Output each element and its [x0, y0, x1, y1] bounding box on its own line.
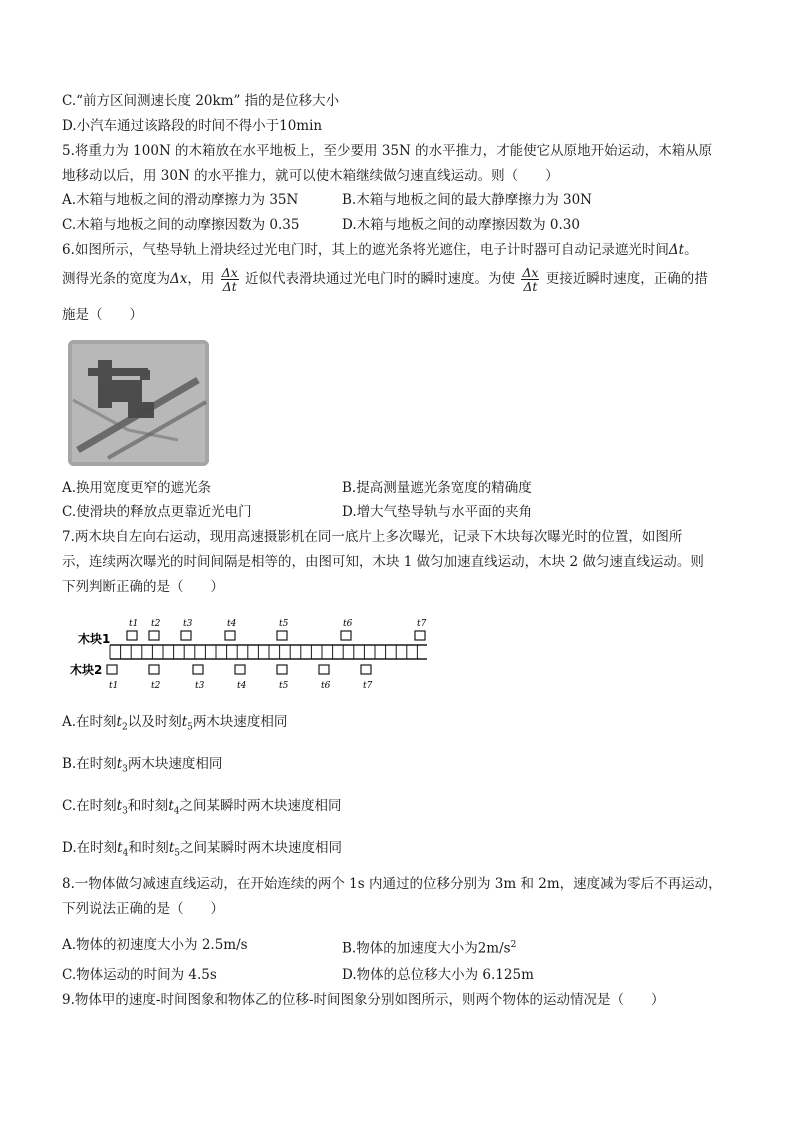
- q5-option-b: B.木箱与地板之间的最大静摩擦力为 30N: [342, 192, 592, 208]
- q5-option-a: A.木箱与地板之间的滑动摩擦力为 35N: [62, 192, 299, 208]
- block2-time-label: t2: [151, 681, 161, 691]
- block2-exposure: [319, 665, 329, 674]
- q8-option-d: D.物体的总位移大小为 6.125m: [342, 967, 534, 983]
- q8-option-c: C.物体运动的时间为 4.5s: [62, 967, 217, 983]
- q6-stem-3: 施是（ ）: [62, 307, 143, 323]
- block2-exposure: [277, 665, 287, 674]
- q6-stem-2: 测得光条的宽度为Δx，用 $\frac{\Delta x}{\Delta t}$ 近似代表滑块通过光电门时的瞬时速度。为使 $\frac{\Delta x}{\Delta t}$ 更接近瞬时速度，正确的措: [62, 265, 708, 294]
- block2-exposure: [107, 665, 117, 674]
- block1-exposure: [181, 631, 191, 640]
- q8-stem-2: 下列说法正确的是（ ）: [62, 901, 224, 917]
- block2-time-label: t5: [279, 681, 289, 691]
- q9-stem: 9.物体甲的速度-时间图象和物体乙的位移-时间图象分别如图所示，则两个物体的运动情况是（ ）: [62, 992, 665, 1008]
- option-d-prev: D.小汽车通过该路段的时间不得小于10min: [62, 118, 323, 134]
- block1-time-label: t5: [279, 619, 289, 629]
- block2-time-label: t3: [195, 681, 205, 691]
- blocks-exposure-diagram: [70, 612, 440, 692]
- q7-option-d: D.在时刻$t_4$和时刻$t_5$之间某瞬时两木块速度相同: [62, 840, 342, 859]
- block1-label: 木块1: [78, 632, 111, 646]
- block1-time-label: t4: [227, 619, 237, 629]
- fraction-dx-dt-2: $\frac{\Delta x}{\Delta t}$: [522, 265, 539, 294]
- block1-exposure: [127, 631, 137, 640]
- block2-time-label: t7: [363, 681, 373, 691]
- block1-exposure: [341, 631, 351, 640]
- q7-stem-1: 7.两木块自左向右运动，现用高速摄影机在同一底片上多次曝光，记录下木块每次曝光时的位置，如图所: [62, 529, 683, 545]
- q6-option-d: D.增大气垫导轨与水平面的夹角: [342, 504, 533, 520]
- option-c-prev: C.“前方区间测速长度 20km” 指的是位移大小: [62, 93, 340, 109]
- q5-option-c: C.木箱与地板之间的动摩擦因数为 0.35: [62, 217, 300, 233]
- block2-label: 木块2: [70, 663, 103, 677]
- q6-option-a: A.换用宽度更窄的遮光条: [62, 480, 212, 496]
- fraction-dx-dt: $\frac{\Delta x}{\Delta t}$: [221, 265, 238, 294]
- q6-option-b: B.提高测量遮光条宽度的精确度: [342, 480, 532, 496]
- block2-time-label: t4: [237, 681, 247, 691]
- q5-stem-1: 5.将重力为 100N 的木箱放在水平地板上，至少要用 35N 的水平推力，才能使它从原地开始运动，木箱从原: [62, 143, 713, 159]
- block2-exposure: [235, 665, 245, 674]
- block2-time-label: t6: [321, 681, 331, 691]
- air-track-photo: [68, 340, 209, 466]
- q5-option-d: D.木箱与地板之间的动摩擦因数为 0.30: [342, 217, 580, 233]
- block1-time-label: t3: [183, 619, 193, 629]
- block1-time-label: t1: [129, 619, 139, 629]
- q6-option-c: C.使滑块的释放点更靠近光电门: [62, 504, 252, 520]
- block1-time-label: t6: [343, 619, 353, 629]
- block1-exposure: [415, 631, 425, 640]
- block1-exposure: [149, 631, 159, 640]
- block1-time-label: t2: [151, 619, 161, 629]
- q7-stem-2: 示，连续两次曝光的时间间隔是相等的，由图可知，木块 1 做匀加速直线运动，木块 2 做匀速直线运动。则: [62, 554, 704, 570]
- block1-time-label: t7: [417, 619, 427, 629]
- block2-exposure: [193, 665, 203, 674]
- block1-exposure: [277, 631, 287, 640]
- q7-option-a: A.在时刻$t_2$以及时刻$t_5$两木块速度相同: [62, 714, 288, 733]
- block2-exposure: [149, 665, 159, 674]
- q6-stem-1: 6.如图所示，气垫导轨上滑块经过光电门时，其上的遮光条将光遮住，电子计时器可自动记录遮光时间Δt。: [62, 242, 698, 258]
- block2-exposure: [361, 665, 371, 674]
- q8-stem-1: 8.一物体做匀减速直线运动，在开始连续的两个 1s 内通过的位移分别为 3m 和 2m，速度减为零后不再运动，: [62, 876, 722, 892]
- q8-option-b: B.物体的加速度大小为$2m/s^2$: [342, 940, 517, 957]
- q5-stem-2: 地移动以后，用 30N 的水平推力，就可以使木箱继续做匀速直线运动。则（ ）: [62, 168, 559, 184]
- block2-time-label: t1: [109, 681, 119, 691]
- q7-option-b: B.在时刻$t_3$两木块速度相同: [62, 756, 223, 775]
- q7-option-c: C.在时刻$t_3$和时刻$t_4$之间某瞬时两木块速度相同: [62, 798, 342, 817]
- block1-exposure: [225, 631, 235, 640]
- q7-stem-3: 下列判断正确的是（ ）: [62, 579, 224, 595]
- q8-option-a: A.物体的初速度大小为 2.5m/s: [62, 937, 248, 953]
